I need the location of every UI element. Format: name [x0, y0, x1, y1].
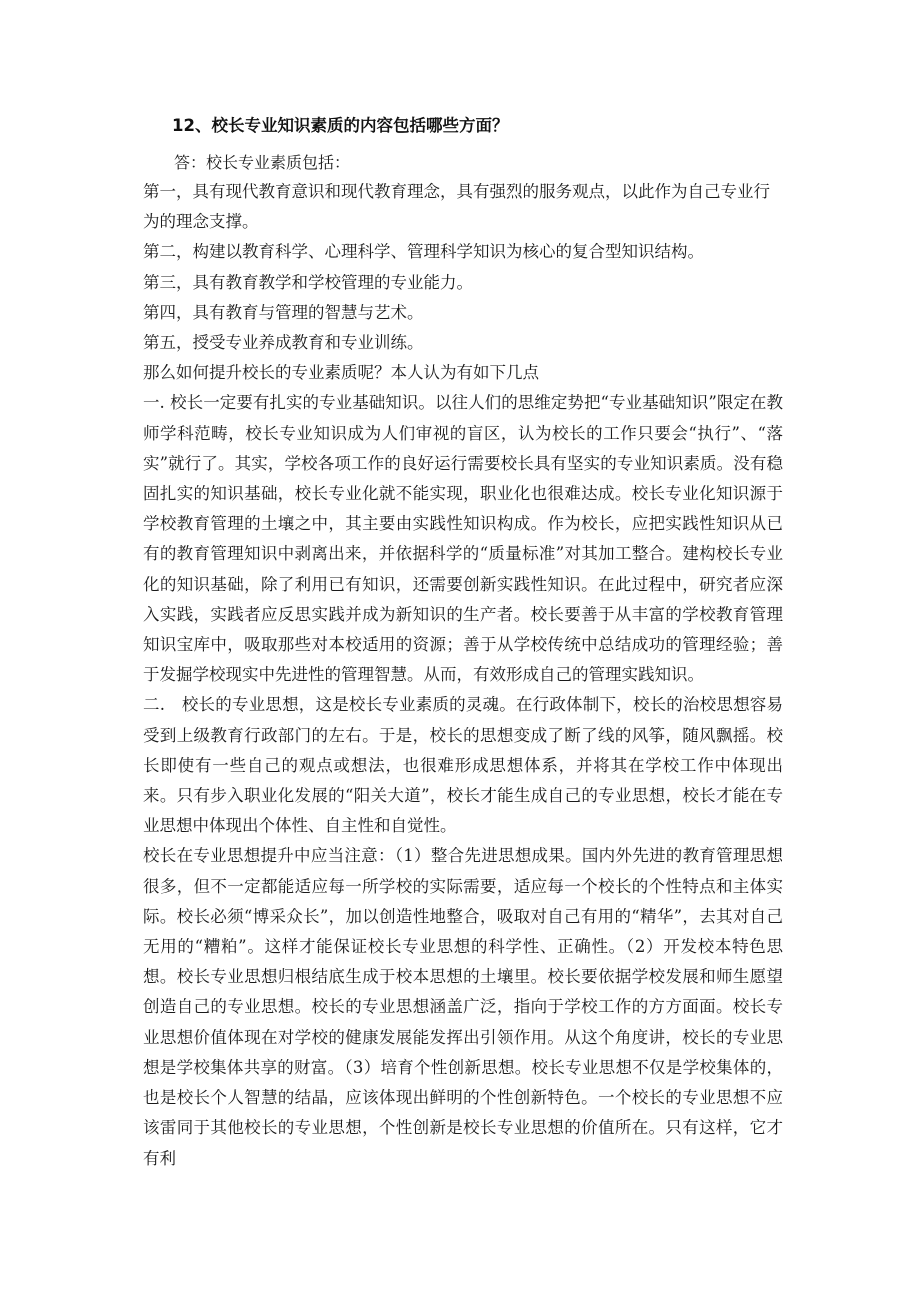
- point-item-1: 第一，具有现代教育意识和现代教育理念，具有强烈的服务观点，以此作为自己专业行为的理念支撑。: [143, 182, 770, 232]
- paragraph-professional-knowledge: 一. 校长一定要有扎实的专业基础知识。以往人们的思维定势把“专业基础知识”限定在教师学科范畴，校长专业知识成为人们审视的盲区，认为校长的工作只要会“执行”、“落实”就行了。其实，学校各项工作的良好运行需要校长具有坚实的专业知识素质。没有稳固扎实的知识基础，校长专业化就不能实现，职业化也很难达成。校长专业化知识源于学校教育管理的土壤之中，其主要由实践性知识构成。作为校长，应把实践性知识从已有的教育管理知识中剥离出来，并依据科学的“质量标准”对其加工整合。建构校长专业化的知识基础，除了利用已有知识，还需要创新实践性知识。在此过程中，研究者应深入实践，实践者应反思实践并成为新知识的生产者。校长要善于从丰富的学校教育管理知识宝库中，吸取那些对本校适用的资源；善于从学校传统中总结成功的管理经验；善于发掘学校现实中先进性的管理智慧。从而，有效形成自己的管理实践知识。: [143, 393, 783, 685]
- point-item-4: 第四，具有教育与管理的智慧与艺术。: [143, 302, 424, 322]
- question-title: 12、校长专业知识素质的内容包括哪些方面？: [172, 116, 509, 135]
- point-item-3: 第三，具有教育教学和学校管理的专业能力。: [143, 272, 473, 292]
- lead-in-sentence: 那么如何提升校长的专业素质呢？本人认为有如下几点: [143, 363, 539, 383]
- answer-intro: 答：校长专业素质包括：: [174, 153, 351, 172]
- point-item-2: 第二，构建以教育科学、心理科学、管理科学知识为核心的复合型知识结构。: [143, 242, 704, 262]
- point-item-5: 第五，授受专业养成教育和专业训练。: [143, 333, 424, 353]
- paragraph-thought-improvement: 校长在专业思想提升中应当注意：（1）整合先进思想成果。国内外先进的教育管理思想很多，但不一定都能适应每一所学校的实际需要，适应每一个校长的个性特点和主体实际。校长必须“博采众长”，加以创造性地整合，吸取对自己有用的“精华”，去其对自己无用的“糟粕”。这样才能保证校长专业思想的科学性、正确性。（2）开发校本特色思想。校长专业思想归根结底生成于校本思想的土壤里。校长要依据学校发展和师生愿望创造自己的专业思想。校长的专业思想涵盖广泛，指向于学校工作的方方面面。校长专业思想价值体现在对学校的健康发展能发挥出引领作用。从这个角度讲，校长的专业思想是学校集体共享的财富。（3）培育个性创新思想。校长专业思想不仅是学校集体的，也是校长个人智慧的结晶，应该体现出鲜明的个性创新特色。一个校长的专业思想不应该雷同于其他校长的专业思想，个性创新是校长专业思想的价值所在。只有这样，它才有利: [143, 846, 783, 1168]
- document-body: [143, 112, 783, 1174]
- paragraph-professional-thought: 二. 校长的专业思想，这是校长专业素质的灵魂。在行政体制下，校长的治校思想容易受到上级教育行政部门的左右。于是，校长的思想变成了断了线的风筝，随风飘摇。校长即使有一些自己的观点或想法，也很难形成思想体系，并将其在学校工作中体现出来。只有步入职业化发展的“阳关大道”，校长才能生成自己的专业思想，校长才能在专业思想中体现出个体性、自主性和自觉性。: [143, 695, 783, 836]
